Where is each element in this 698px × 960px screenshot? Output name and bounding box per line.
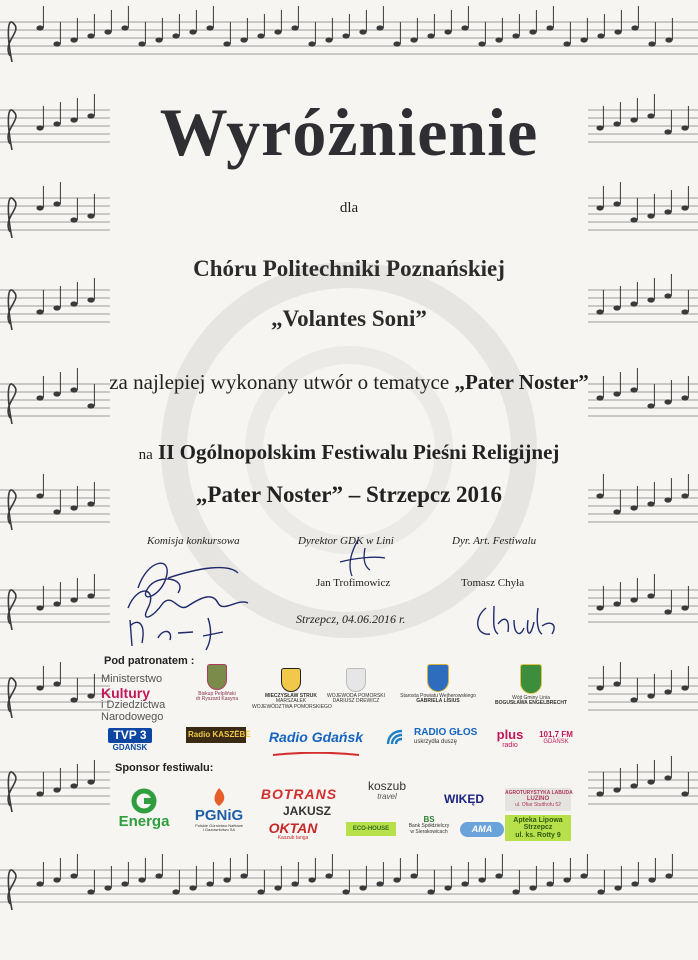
note-head xyxy=(664,293,671,298)
note-head xyxy=(70,597,77,602)
jakusz-logo: JAKUSZ xyxy=(282,804,331,818)
agroturystyka-logo: AGROTURYSTYKA LABUDA LUZINO ul. Ofiar Stutthofu 52 xyxy=(505,788,571,811)
note-head xyxy=(206,25,213,30)
wiked-logo: WIKĘD xyxy=(444,792,484,806)
radio-kaszebe-logo: Radio KASZËBË xyxy=(186,727,246,743)
award-reason-title: „Pater Noster” xyxy=(454,370,589,394)
note-head xyxy=(647,779,654,784)
swoosh-icon xyxy=(271,752,361,757)
voivode-logo: WOJEWODA POMORSKI DARIUSZ DREWICZ xyxy=(326,668,386,705)
apteka-lipowa-logo: Apteka Lipowa Strzepcz ul. ks. Rotty 9 xyxy=(505,815,571,841)
note-head xyxy=(613,509,620,514)
note-head xyxy=(529,885,536,890)
note-head xyxy=(87,33,94,38)
note-head xyxy=(87,889,94,894)
art-director-name: Tomasz Chyła xyxy=(461,577,525,589)
note-head xyxy=(342,889,349,894)
art-director-role: Dyr. Art. Festiwalu xyxy=(452,535,537,547)
festival-name: II Ogólnopolskim Festiwalu Pieśni Religijnej xyxy=(158,440,560,464)
note-head xyxy=(630,597,637,602)
note-head xyxy=(664,399,671,404)
linia-crest-icon xyxy=(520,664,542,694)
note-head xyxy=(155,37,162,42)
note-head xyxy=(563,877,570,882)
note-head xyxy=(461,881,468,886)
note-head xyxy=(53,787,60,792)
for-word: dla xyxy=(339,200,359,216)
director-role: Dyrektor GDK w Lini xyxy=(298,535,394,547)
note-head xyxy=(36,605,43,610)
note-head xyxy=(512,889,519,894)
energa-symbol-icon xyxy=(131,788,157,814)
note-head xyxy=(495,37,502,42)
note-head xyxy=(325,873,332,878)
clef-icon xyxy=(8,22,16,62)
radio-waves-icon xyxy=(384,728,412,748)
jury-signatures xyxy=(118,548,268,658)
note-head xyxy=(376,25,383,30)
botrans-logo: BOTRANS xyxy=(260,786,338,802)
tvp3-logo: TVP 3 GDAŃSK xyxy=(104,727,156,752)
wojt-logo: Wójt Gminy Linia BOGUSŁAWA ENGELBRECHT xyxy=(488,664,574,707)
note-head xyxy=(172,889,179,894)
note-head xyxy=(342,33,349,38)
radio-glos-logo: RADIO GŁOS uskrzydla duszę xyxy=(384,728,474,748)
note-head xyxy=(597,889,604,894)
note-head xyxy=(257,33,264,38)
plus-radio-frequency: 101,7 FM GDAŃSK xyxy=(539,730,573,746)
note-head xyxy=(647,593,654,598)
note-head xyxy=(427,889,434,894)
award-reason-prefix: za najlepiej wykonany utwór o tematyce xyxy=(109,370,450,394)
note-head xyxy=(223,41,230,46)
note-head xyxy=(596,605,603,610)
oktan-logo: OKTAN Kaszub tanga xyxy=(268,820,318,841)
note-head xyxy=(87,403,94,408)
director-signature xyxy=(330,536,390,580)
note-head xyxy=(240,37,247,42)
note-head xyxy=(104,29,111,34)
note-head xyxy=(87,779,94,784)
certificate-title: Wyróżnienie xyxy=(159,94,539,170)
plus-radio-logo: plus radio xyxy=(496,727,524,749)
note-head xyxy=(359,885,366,890)
note-head xyxy=(529,29,536,34)
note-head xyxy=(121,25,128,30)
note-head xyxy=(393,41,400,46)
note-head xyxy=(647,297,654,302)
patronage-label: Pod patronatem : xyxy=(104,655,195,667)
note-head xyxy=(70,217,77,222)
clef-icon xyxy=(8,678,16,718)
note-head xyxy=(291,881,298,886)
recipient-choir: Chóru Politechniki Poznańskiej xyxy=(193,256,505,281)
note-head xyxy=(87,693,94,698)
note-head xyxy=(596,685,603,690)
note-head xyxy=(70,783,77,788)
note-head xyxy=(53,41,60,46)
note-head xyxy=(53,509,60,514)
note-head xyxy=(613,601,620,606)
note-head xyxy=(410,873,417,878)
note-head xyxy=(36,881,43,886)
note-head xyxy=(36,685,43,690)
note-head xyxy=(614,29,621,34)
note-head xyxy=(444,885,451,890)
note-head xyxy=(461,25,468,30)
note-head xyxy=(580,37,587,42)
note-head xyxy=(681,395,688,400)
note-head xyxy=(36,25,43,30)
note-head xyxy=(36,395,43,400)
note-head xyxy=(648,41,655,46)
recipient-choir-name: „Volantes Soni” xyxy=(271,306,427,331)
note-head xyxy=(478,877,485,882)
note-head xyxy=(614,885,621,890)
note-head xyxy=(274,29,281,34)
pgnig-logo: PGNiG Polskie Górnictwo Naftowe i Gazownictwo SA xyxy=(186,786,252,832)
note-head xyxy=(206,881,213,886)
pomerania-crest-icon xyxy=(281,668,301,692)
note-head xyxy=(681,791,688,796)
amazing-logo: AMA xyxy=(460,822,504,837)
note-head xyxy=(647,693,654,698)
note-head xyxy=(546,25,553,30)
note-head xyxy=(121,881,128,886)
note-head xyxy=(240,873,247,878)
note-head xyxy=(580,873,587,878)
note-head xyxy=(104,885,111,890)
note-head xyxy=(223,877,230,882)
eagle-icon xyxy=(346,668,366,692)
note-head xyxy=(563,41,570,46)
note-head xyxy=(630,217,637,222)
note-head xyxy=(189,29,196,34)
note-head xyxy=(512,33,519,38)
note-head xyxy=(630,783,637,788)
clef-icon xyxy=(8,870,16,910)
note-head xyxy=(70,697,77,702)
award-reason xyxy=(0,370,698,395)
flame-icon xyxy=(209,786,229,808)
bank-logo: BS Bank Spółdzielczy w Sierakowicach xyxy=(408,815,450,835)
note-head xyxy=(647,403,654,408)
note-head xyxy=(87,297,94,302)
note-head xyxy=(155,873,162,878)
note-head xyxy=(393,877,400,882)
note-head xyxy=(495,873,502,878)
note-head xyxy=(664,689,671,694)
note-head xyxy=(444,29,451,34)
note-head xyxy=(681,685,688,690)
note-head xyxy=(138,41,145,46)
art-director-signature xyxy=(468,598,568,644)
note-head xyxy=(257,889,264,894)
radio-gdansk-logo: Radio Gdańsk xyxy=(266,730,366,761)
clef-icon xyxy=(8,772,16,812)
note-head xyxy=(631,881,638,886)
note-head xyxy=(631,25,638,30)
note-head xyxy=(546,881,553,886)
note-head xyxy=(596,395,603,400)
note-head xyxy=(274,885,281,890)
ministry-logo: Ministerstwo Kultury i Dziedzictwa Narodowego xyxy=(101,673,166,723)
energa-logo: Energa xyxy=(110,788,178,830)
note-head xyxy=(664,609,671,614)
note-head xyxy=(665,873,672,878)
note-head xyxy=(172,33,179,38)
note-head xyxy=(325,37,332,42)
note-head xyxy=(410,37,417,42)
note-head xyxy=(53,601,60,606)
festival-line xyxy=(0,440,698,465)
note-head xyxy=(138,877,145,882)
note-head xyxy=(665,37,672,42)
festival-prefix: na xyxy=(138,447,153,463)
place-date: Strzepcz, 04.06.2016 r. xyxy=(296,612,406,626)
note-head xyxy=(53,877,60,882)
note-head xyxy=(70,873,77,878)
bishop-crest-icon xyxy=(207,664,227,690)
note-head xyxy=(613,681,620,686)
note-head xyxy=(291,25,298,30)
note-head xyxy=(70,37,77,42)
note-head xyxy=(308,877,315,882)
note-head xyxy=(53,681,60,686)
note-head xyxy=(681,605,688,610)
note-head xyxy=(664,775,671,780)
note-head xyxy=(597,33,604,38)
note-head xyxy=(630,697,637,702)
wejherowo-crest-icon xyxy=(427,664,449,692)
note-head xyxy=(596,791,603,796)
note-head xyxy=(189,885,196,890)
sponsors-label: Sponsor festiwalu: xyxy=(115,762,214,774)
jury-label: Komisja konkursowa xyxy=(147,535,240,547)
note-head xyxy=(613,787,620,792)
note-head xyxy=(648,877,655,882)
bishop-logo: Biskup Pelpliński dr Ryszard Kasyna xyxy=(186,664,248,703)
note-head xyxy=(308,41,315,46)
festival-title: „Pater Noster” – Strzepcz 2016 xyxy=(195,482,503,507)
marshal-logo: MIECZYSŁAW STRUK MARSZAŁEK WOJEWÓDZTWA POMORSKIEGO xyxy=(252,668,330,710)
note-head xyxy=(427,33,434,38)
note-head xyxy=(376,881,383,886)
note-head xyxy=(359,29,366,34)
note-head xyxy=(87,593,94,598)
director-name: Jan Trofimowicz xyxy=(316,577,391,589)
eco-house-logo: ECO-HOUSE xyxy=(346,822,396,836)
clef-icon xyxy=(8,590,16,630)
koszub-travel-logo: koszub travel xyxy=(367,779,407,801)
note-head xyxy=(36,791,43,796)
note-head xyxy=(478,41,485,46)
starosta-logo: Starosta Powiatu Wejherowskiego GABRIELA LISIUS xyxy=(398,664,478,705)
